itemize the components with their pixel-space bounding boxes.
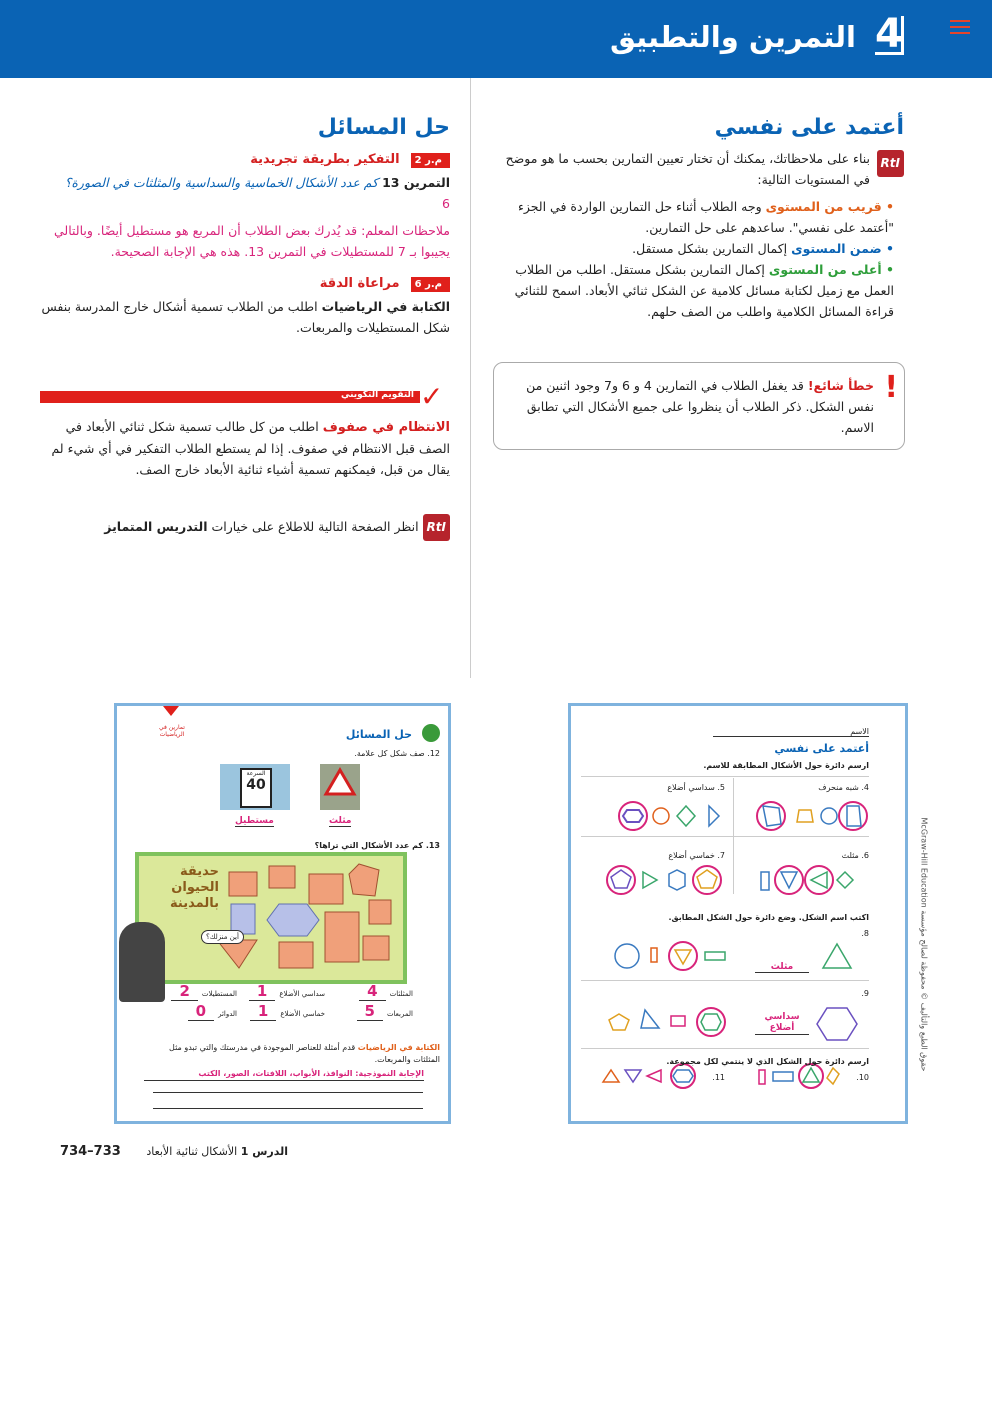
answer-8: مثلث <box>755 962 809 973</box>
thumb-heading: حل المسائل <box>345 728 412 741</box>
mistake-text: قد يغفل الطلاب في التمارين 4 و 6 و7 وجود اثنين من نفس الشكل. ذكر الطلاب أن ينظروا على جميع الأشكال التي تطابق الاسم. <box>526 378 874 435</box>
shape-count-item: خماسي الأضلاع1 <box>241 1002 325 1020</box>
section-heading: أعتمد على نفسي <box>714 115 904 140</box>
writing-text: اطلب من الطلاب تسمية أشكال خارج المدرسة بنفس شكل المستطيلات والمربعات. <box>41 299 450 335</box>
assessment-paragraph: الانتظام في صفوف اطلب من كل طالب تسمية شكل ثنائي الأبعاد في الصف قبل الانتظام في صفوف. إذا لم يستطع الطلاب التفكير في أي شيء لم يقال من قبل، فيمكنهم تسمية أشياء ثنائية الأبعاد خارج الصف. <box>51 419 450 477</box>
thumb-q13: 13. كم عدد الأشكال التي تراها؟ <box>314 841 440 850</box>
page-footer <box>38 1144 288 1159</box>
thumb-heading: أعتمد على نفسي <box>774 742 869 755</box>
arrow-icon <box>157 706 185 716</box>
model-answer: الإجابة النموذجية: النوافذ، الأبواب، اللافتات، الصور، الكتب <box>144 1068 424 1081</box>
common-mistake-box <box>493 362 905 450</box>
mistake-label: خطأ شائع! <box>807 378 874 393</box>
rti-icon: RtI <box>423 514 450 541</box>
intro-text: بناء على ملاحظاتك، يمكنك أن تختار تعيين التمارين بحسب ما هو موضح في المستويات التالية: <box>505 151 870 187</box>
shape-count-item: المستطيلات2 <box>153 982 237 1000</box>
thumb-writing-label: الكتابة في الرياضيات <box>357 1043 440 1052</box>
page-numbers: 733–734 <box>60 1144 121 1159</box>
answer-9: سداسي أضلاع <box>755 1012 809 1035</box>
shape-count-value: 1 <box>250 1002 276 1021</box>
practice-tag: م.ر 6 <box>411 277 450 292</box>
level-item: • ضمن المستوى إكمال التمارين بشكل مستقل. <box>632 241 894 256</box>
lesson-title: الأشكال ثنائية الأبعاد <box>146 1145 238 1158</box>
differentiation-note: RtI انظر الصفحة التالية للاطلاع على خيارات التدريس المتمايز <box>40 514 450 541</box>
rti-icon: RtI <box>877 150 904 177</box>
student-page-independent-practice: الاسم أعتمد على نفسي ارسم دائرة حول الأشكال المطابقة للاسم. 4. شبه منحرف 5. سداسي أضلاع 6. مثلث 7. خماسي أضلاع اكتب اسم الشكل. وضع دائرة حول الشكل المطابق. 8. مثلث 9. سداسي أضلاع ارسم دائرة حول الشكل الذي لا ينتمي لكل مجموعة. 10. 11. <box>568 703 908 1124</box>
chapter-header <box>0 0 992 78</box>
thumb-q12: 12. صف شكل كل علامة. <box>354 749 440 758</box>
shape-count-item: سداسي الأضلاع1 <box>241 982 325 1000</box>
section-heading: حل المسائل <box>317 115 450 140</box>
lesson-label: الدرس 1 <box>240 1145 288 1158</box>
level-item: • أعلى من المستوى إكمال التمارين بشكل مستقل. اطلب من الطلاب العمل مع زميل لكتابة مسائل كلامية عن الشكل ثنائي الأبعاد. اسمح للثنائي قراءة المسائل الكلامية واطلب من الصف حلهم. <box>514 262 894 319</box>
teacher-notes: ملاحظات المعلم: قد يُدرك بعض الطلاب أن المربع هو مستطيل أيضًا. وبالتالي يجيبوا بـ 7 للمستطيلات في التمرين 13. هذه هي الإجابة الصحيحة. <box>54 223 450 259</box>
writing-label: الكتابة في الرياضيات <box>321 299 450 314</box>
self-reliance-section <box>499 115 904 322</box>
subheading: مراعاة الدقة <box>319 276 400 291</box>
exercise-answer: 6 <box>442 196 450 211</box>
shape-count-value: 4 <box>359 982 385 1001</box>
assessment-bar: التقويم التكويني <box>40 391 420 403</box>
zoo-map: حديقة الحيوان بالمدينة أين منزلك؟ <box>135 852 407 984</box>
student-page-problem-solving: حل المسائل 12. صف شكل كل علامة. تمارين في الرياضيات السرعة 40 مستطيل مثلث 13. كم عدد الأشكال التي تراها؟ حديقة الحيوان بالمدينة أين منزلك؟ المثلثات4 سداسي الأضلاع1 المستطيلات2 المربعات5 خماسي الأضلاع1 الدوائر0 الكتابة في الرياضيات قدم أمثلة للعناصر الموجودة في مدرستك والتي تبدو مثل المثلثات والمربعات. الإجابة النموذجية: النوافذ، الأبواب، اللافتات، الصور، الكتب <box>114 703 451 1124</box>
answer-rect: مستطيل <box>235 816 274 826</box>
column-divider <box>470 78 471 678</box>
exercise-label: التمرين 13 <box>382 175 450 190</box>
chapter-number: 4 <box>875 11 903 57</box>
practice-tag: م.ر 2 <box>411 153 450 168</box>
menu-icon[interactable] <box>950 20 970 38</box>
shape-count-value: 5 <box>357 1002 383 1021</box>
shape-count-value: 2 <box>171 982 197 1001</box>
shape-counts <box>163 982 413 1022</box>
answer-line <box>153 1108 423 1109</box>
subheading: التفكير بطريقة تجريدية <box>250 152 400 167</box>
answer-line <box>153 1092 423 1093</box>
warning-sign-photo <box>320 764 360 810</box>
answer-triangle: مثلث <box>329 816 352 826</box>
intro-paragraph <box>499 148 904 190</box>
warning-icon: ! <box>884 370 898 405</box>
exercise-question: كم عدد الأشكال الخماسية والسداسية والمثلثات في الصورة؟ <box>64 175 379 190</box>
shape-count-item: المربعات5 <box>329 1002 413 1020</box>
chapter-title: التمرين والتطبيق <box>610 20 856 54</box>
check-icon: ✓ <box>420 380 444 413</box>
shape-count-value: 0 <box>188 1002 214 1021</box>
shape-count-item: الدوائر0 <box>153 1002 237 1020</box>
level-item: • قريب من المستوى وجه الطلاب أثناء حل التمارين الواردة في الجزء "أعتمد على نفسي". ساعدهم على حل التمارين. <box>517 199 894 235</box>
level-list <box>499 196 904 322</box>
zoo-sign: أين منزلك؟ <box>201 930 244 944</box>
name-label: الاسم <box>850 727 869 736</box>
problem-solving-section <box>40 115 450 338</box>
shape-count-item: المثلثات4 <box>329 982 413 1000</box>
copyright-side: حقوق الطبع والتأليف © محفوظة لصالح مؤسسة McGraw-Hill Education <box>919 817 929 1072</box>
globe-icon <box>422 724 440 742</box>
speed-sign-photo: السرعة 40 <box>220 764 290 810</box>
shape-count-value: 1 <box>249 982 275 1001</box>
